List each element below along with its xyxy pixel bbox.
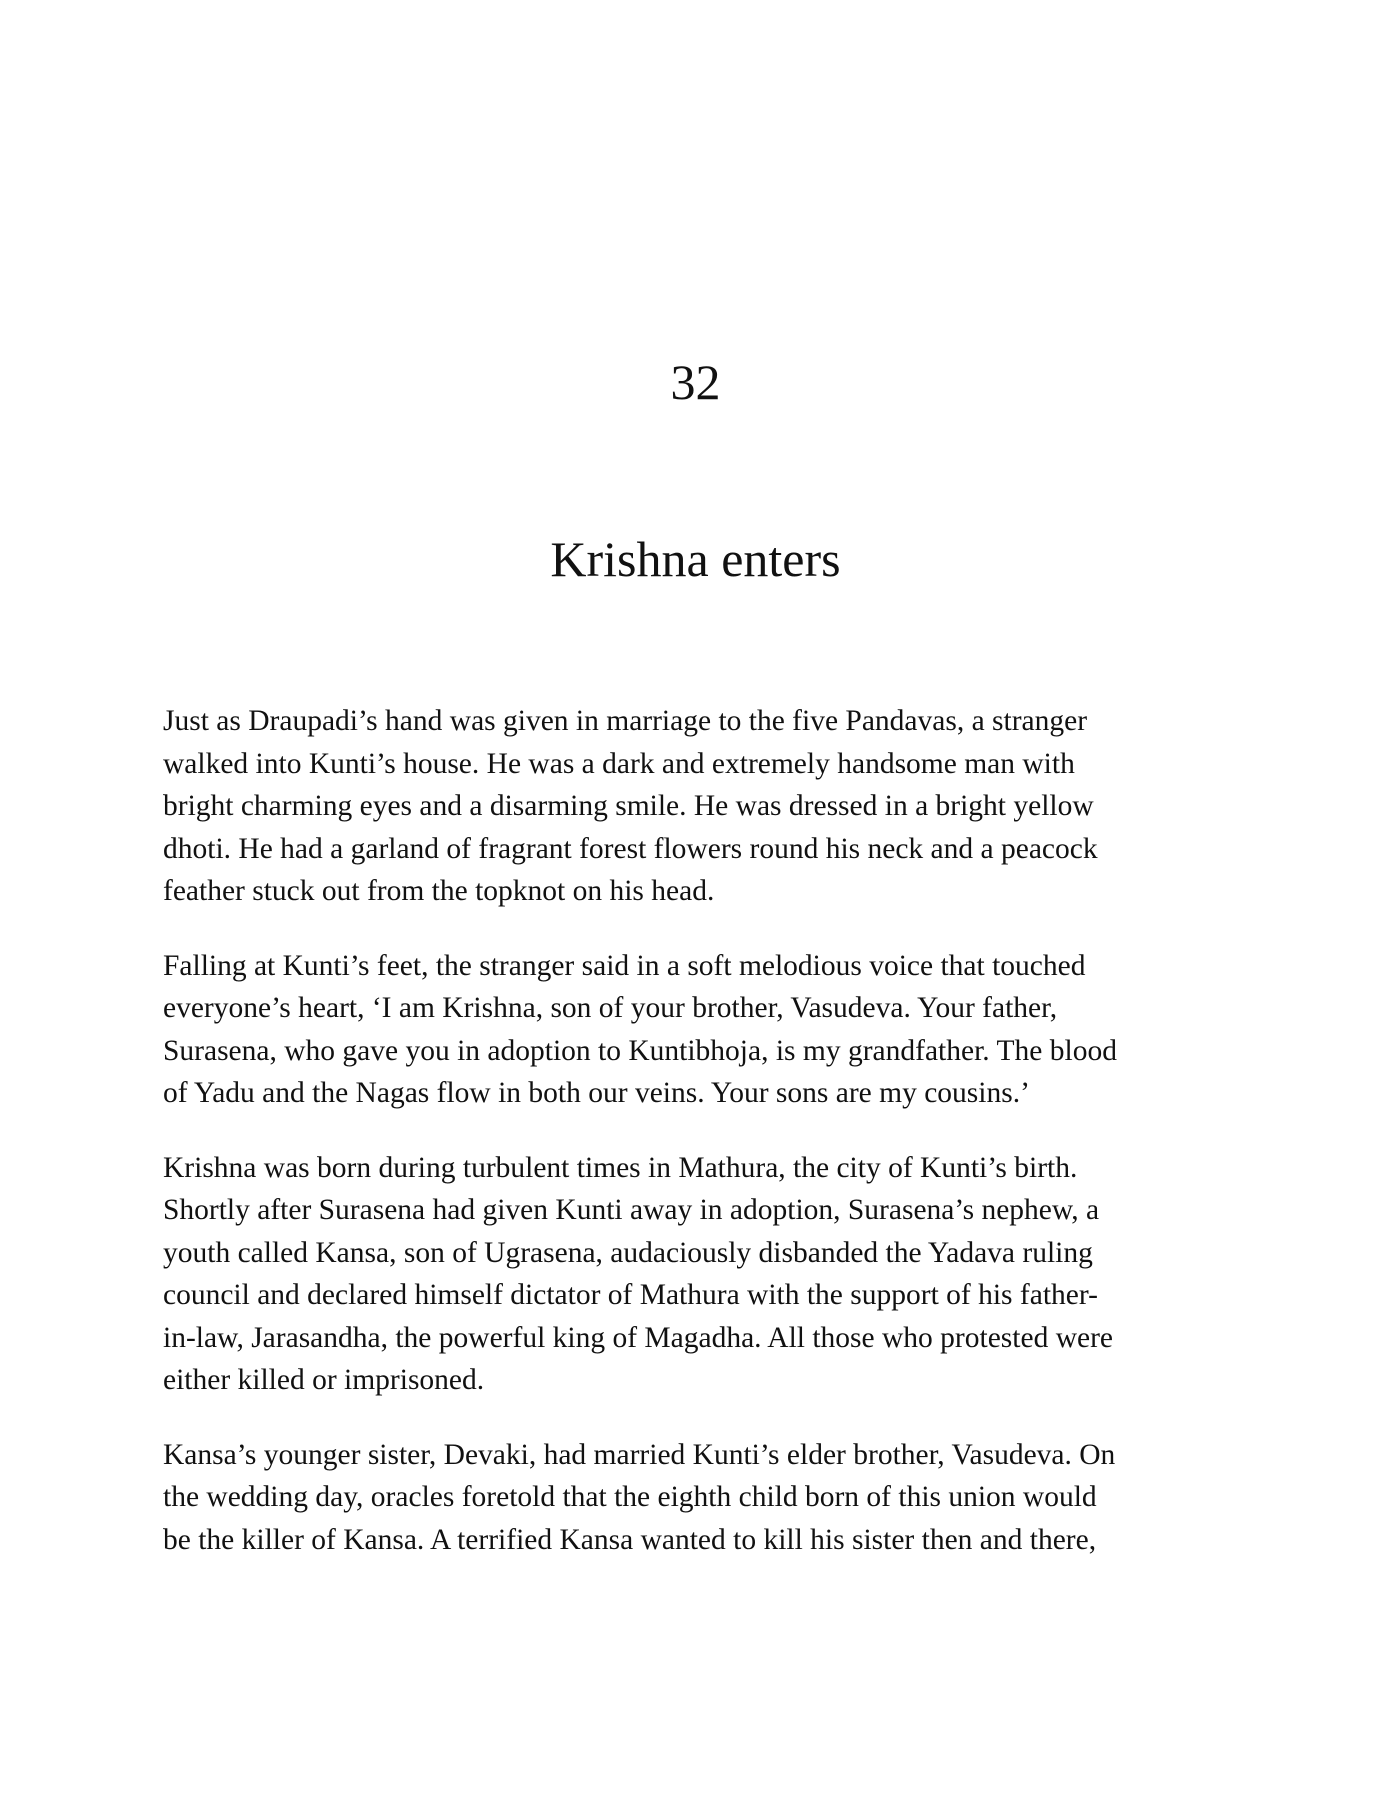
text-line: Kansa’s younger sister, Devaki, had married Kunti’s elder brother, Vasudeva. On [163, 1438, 1116, 1471]
text-line: Surasena, who gave you in adoption to Kuntibhoja, is my grandfather. The blood [163, 1034, 1117, 1067]
text-line: be the killer of Kansa. A terrified Kansa wanted to kill his sister then and there, [163, 1523, 1097, 1556]
text-line: either killed or imprisoned. [163, 1364, 485, 1396]
chapter-number: 32 [670, 354, 721, 410]
paragraph-4 [163, 1434, 1243, 1562]
text-line: dhoti. He had a garland of fragrant forest flowers round his neck and a peacock [163, 832, 1098, 865]
text-line: youth called Kansa, son of Ugrasena, audaciously disbanded the Yadava ruling [163, 1236, 1093, 1269]
text-line: Just as Draupadi’s hand was given in marriage to the five Pandavas, a stranger [163, 705, 1088, 737]
paragraph-3 [163, 1147, 1243, 1402]
text-line: Shortly after Surasena had given Kunti away in adoption, Surasena’s nephew, a [163, 1194, 1100, 1226]
text-line: in-law, Jarasandha, the powerful king of Magadha. All those who protested were [163, 1321, 1114, 1354]
text-line: the wedding day, oracles foretold that the eighth child born of this union would [163, 1481, 1097, 1513]
text-line: of Yadu and the Nagas flow in both our veins. Your sons are my cousins.’ [163, 1077, 1030, 1109]
paragraph-2 [163, 945, 1243, 1115]
text-line: Krishna was born during turbulent times in Mathura, the city of Kunti’s birth. [163, 1151, 1078, 1184]
chapter-body [163, 700, 1243, 1593]
text-line: walked into Kunti’s house. He was a dark and extremely handsome man with [163, 747, 1075, 780]
chapter-title: Krishna enters [550, 531, 841, 587]
text-line: everyone’s heart, ‘I am Krishna, son of your brother, Vasudeva. Your father, [163, 992, 1058, 1024]
paragraph-1 [163, 700, 1243, 913]
text-line: feather stuck out from the topknot on his head. [163, 875, 715, 907]
text-line: Falling at Kunti’s feet, the stranger said in a soft melodious voice that touched [163, 949, 1086, 982]
text-line: council and declared himself dictator of Mathura with the support of his father- [163, 1279, 1098, 1311]
text-line: bright charming eyes and a disarming smile. He was dressed in a bright yellow [163, 790, 1094, 822]
